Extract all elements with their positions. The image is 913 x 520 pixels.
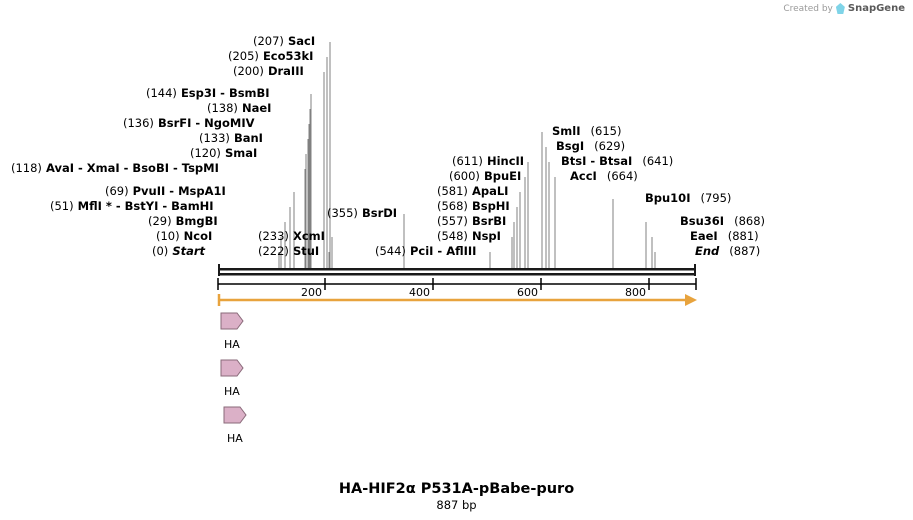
enzyme-name: PciI - AflIII xyxy=(409,244,477,258)
backbone-bottom-line xyxy=(218,273,696,276)
enzyme-label-avai-xmai-bsobi-tspmi[interactable] xyxy=(11,162,219,175)
enzyme-pos: (205) xyxy=(228,49,259,63)
enzyme-name: Start xyxy=(172,244,206,258)
enzyme-pos: (133) xyxy=(199,131,230,145)
enzyme-label-bsphi[interactable] xyxy=(437,200,510,213)
enzyme-pos: (136) xyxy=(123,116,154,130)
enzyme-label-mfli-bstyi-bamhi[interactable] xyxy=(50,200,214,213)
backbone-top-line xyxy=(218,268,696,271)
enzyme-pos: (611) xyxy=(452,154,483,168)
enzyme-name: NaeI xyxy=(241,101,272,115)
enzyme-pos: (51) xyxy=(50,199,74,213)
enzyme-pos: (629) xyxy=(594,139,626,153)
enzyme-label-draiii[interactable] xyxy=(233,65,304,78)
enzyme-label-esp3i-bsmbi[interactable] xyxy=(146,87,270,100)
ruler-label-800: 800 xyxy=(625,286,646,299)
enzyme-label-bsgi[interactable] xyxy=(556,140,625,153)
enzyme-pos: (795) xyxy=(700,191,732,205)
enzyme-pos: (868) xyxy=(734,214,766,228)
ha-feature-arrow-3 xyxy=(224,407,246,423)
enzyme-name: SacI xyxy=(287,34,316,48)
enzyme-label-nspi[interactable] xyxy=(437,230,501,243)
enzyme-name: BmgBI xyxy=(175,214,218,228)
enzyme-pos: (118) xyxy=(11,161,42,175)
enzyme-name: BsgI xyxy=(556,139,585,153)
enzyme-name: BsrBI xyxy=(471,214,507,228)
enzyme-name: EaeI xyxy=(690,229,718,243)
enzyme-pos: (207) xyxy=(253,34,284,48)
enzyme-name: XcmI xyxy=(292,229,325,243)
enzyme-pos: (557) xyxy=(437,214,468,228)
enzyme-name: BsrDI xyxy=(361,206,398,220)
enzyme-pos: (69) xyxy=(105,184,129,198)
plasmid-title: HA-HIF2α P531A-pBabe-puro xyxy=(338,481,575,497)
enzyme-pos: (581) xyxy=(437,184,468,198)
feature-label-ha-1: HA xyxy=(224,338,240,351)
enzyme-pos: (233) xyxy=(258,229,289,243)
enzyme-label-naei[interactable] xyxy=(207,102,271,115)
ruler-label-200: 200 xyxy=(301,286,322,299)
backbone-end-cap xyxy=(694,264,696,276)
feature-label-ha-2: HA xyxy=(224,385,240,398)
enzyme-name: NspI xyxy=(471,229,501,243)
enzyme-pos: (881) xyxy=(727,229,759,243)
ruler-label-400: 400 xyxy=(409,286,430,299)
enzyme-label-acci[interactable] xyxy=(570,170,638,183)
enzyme-pos: (200) xyxy=(233,64,264,78)
enzyme-name: NcoI xyxy=(183,229,213,243)
enzyme-label-stui[interactable] xyxy=(258,245,319,258)
ruler-label-600: 600 xyxy=(517,286,538,299)
enzyme-pos: (222) xyxy=(258,244,289,258)
enzyme-label-bani[interactable] xyxy=(199,132,263,145)
enzyme-label-ncoi[interactable] xyxy=(156,230,212,243)
enzyme-name: End xyxy=(695,244,720,258)
enzyme-name: Bpu10I xyxy=(645,191,691,205)
enzyme-label-pcii-afliii[interactable] xyxy=(375,245,476,258)
enzyme-label-start[interactable] xyxy=(152,245,205,258)
enzyme-label-eaei[interactable] xyxy=(690,230,759,243)
enzyme-label-eco53ki[interactable] xyxy=(228,50,313,63)
enzyme-label-apali[interactable] xyxy=(437,185,508,198)
enzyme-label-bsrfi-ngomiv[interactable] xyxy=(123,117,255,130)
enzyme-pos: (138) xyxy=(207,101,238,115)
enzyme-name: Bsu36I xyxy=(680,214,725,228)
enzyme-pos: (887) xyxy=(729,244,761,258)
enzyme-pos: (144) xyxy=(146,86,177,100)
enzyme-label-btsi-btsai[interactable] xyxy=(561,155,673,168)
enzyme-label-hincii[interactable] xyxy=(452,155,524,168)
enzyme-name: Eco53kI xyxy=(262,49,314,63)
enzyme-name: PvuII - MspA1I xyxy=(132,184,226,198)
enzyme-label-bmgbi[interactable] xyxy=(148,215,218,228)
credit-brand: SnapGene xyxy=(847,3,905,14)
enzyme-label-bsrbi[interactable] xyxy=(437,215,506,228)
enzyme-label-bsu36i[interactable] xyxy=(680,215,765,228)
enzyme-label-bpuei[interactable] xyxy=(449,170,521,183)
enzyme-name: HincII xyxy=(486,154,525,168)
enzyme-name: BpuEI xyxy=(483,169,522,183)
enzyme-pos: (568) xyxy=(437,199,468,213)
enzyme-name: BspHI xyxy=(471,199,510,213)
enzyme-pos: (641) xyxy=(642,154,674,168)
ha-feature-arrow-1 xyxy=(221,313,243,329)
feature-label-ha-3: HA xyxy=(227,432,243,445)
enzyme-pos: (10) xyxy=(156,229,180,243)
enzyme-name: BanI xyxy=(233,131,263,145)
enzyme-pos: (355) xyxy=(327,206,358,220)
enzyme-name: MflI * - BstYI - BamHI xyxy=(77,199,214,213)
enzyme-pos: (548) xyxy=(437,229,468,243)
credit-prefix: Created by xyxy=(783,3,833,14)
enzyme-name: Esp3I - BsmBI xyxy=(180,86,270,100)
backbone-start-cap xyxy=(218,264,220,276)
enzyme-name: AvaI - XmaI - BsoBI - TspMI xyxy=(45,161,219,175)
enzyme-pos: (544) xyxy=(375,244,406,258)
enzyme-pos: (615) xyxy=(590,124,622,138)
enzyme-name: ApaLI xyxy=(471,184,509,198)
enzyme-pos: (120) xyxy=(190,146,221,160)
ha-feature-arrow-2 xyxy=(221,360,243,376)
enzyme-label-bsrdi[interactable] xyxy=(327,207,397,220)
enzyme-pos: (0) xyxy=(152,244,169,258)
enzyme-name: BsrFI - NgoMIV xyxy=(157,116,255,130)
enzyme-name: DraIII xyxy=(267,64,304,78)
enzyme-label-end[interactable] xyxy=(695,245,760,258)
enzyme-label-smli[interactable] xyxy=(552,125,621,138)
enzyme-name: BtsI - BtsaI xyxy=(561,154,633,168)
enzyme-label-pvuii-mspa1i[interactable] xyxy=(105,185,226,198)
enzyme-label-smai[interactable] xyxy=(190,147,257,160)
enzyme-pos: (600) xyxy=(449,169,480,183)
enzyme-pos: (664) xyxy=(606,169,638,183)
enzyme-label-saci[interactable] xyxy=(253,35,315,48)
enzyme-name: AccI xyxy=(570,169,597,183)
enzyme-label-bpu10i[interactable] xyxy=(645,192,731,205)
enzyme-label-xcmi[interactable] xyxy=(258,230,325,243)
enzyme-pos: (29) xyxy=(148,214,172,228)
enzyme-name: SmlI xyxy=(552,124,581,138)
enzyme-name: StuI xyxy=(292,244,320,258)
enzyme-name: SmaI xyxy=(224,146,258,160)
plasmid-length: 887 bp xyxy=(436,498,477,512)
